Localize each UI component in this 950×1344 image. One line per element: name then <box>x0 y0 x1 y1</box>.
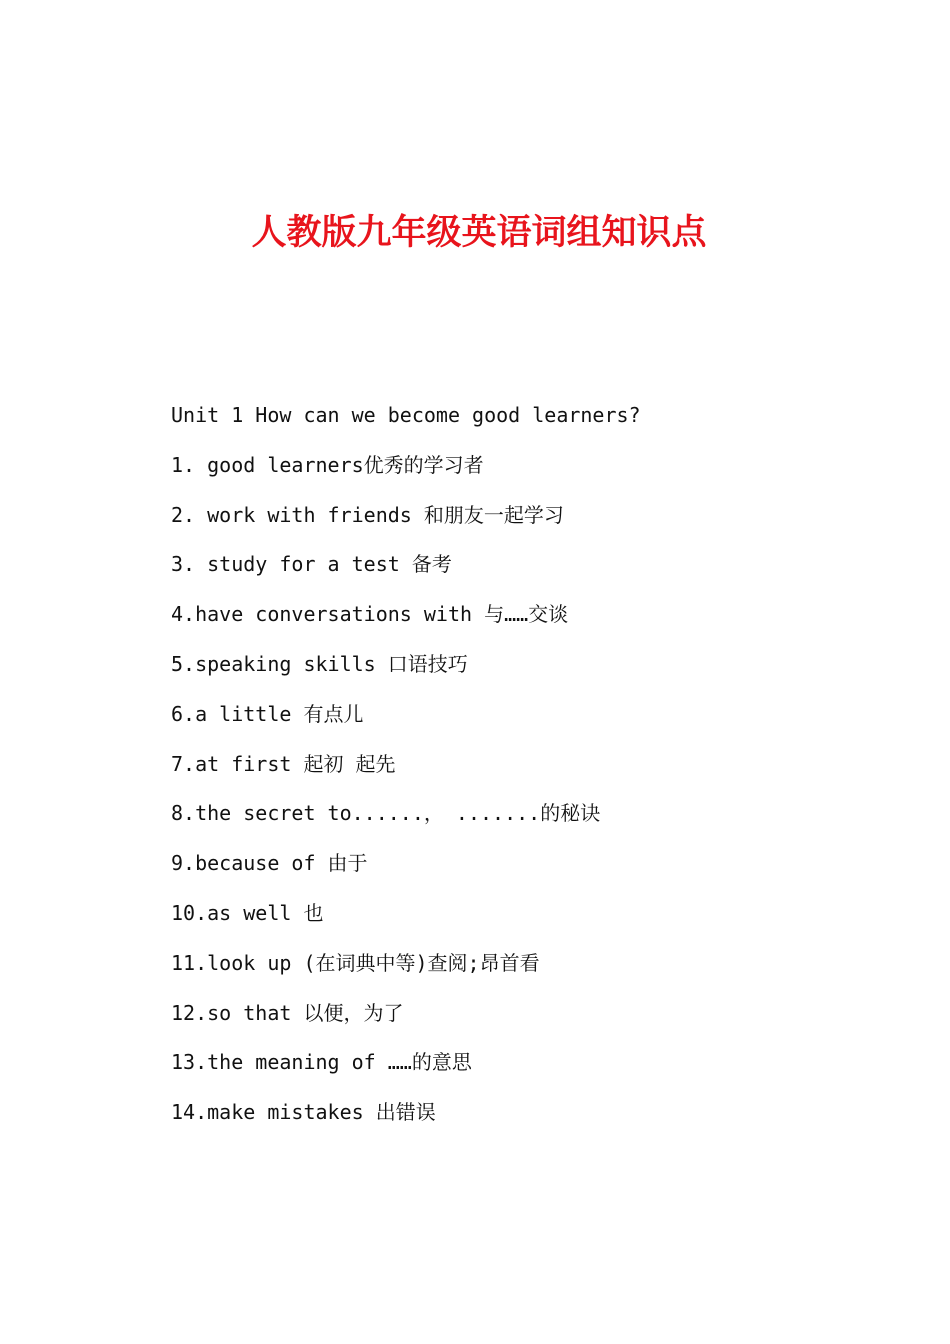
list-item: 2. work with friends 和朋友一起学习 <box>171 502 564 527</box>
list-item: 13.the meaning of ……的意思 <box>171 1050 472 1075</box>
list-item: 6.a little 有点儿 <box>171 701 364 726</box>
page-title: 人教版九年级英语词组知识点 <box>251 212 707 253</box>
list-item: 4.have conversations with 与……交谈 <box>171 602 569 627</box>
list-item: 7.at first 起初 起先 <box>171 751 396 776</box>
unit-heading: Unit 1 How can we become good learners? <box>171 403 641 427</box>
list-item: 10.as well 也 <box>171 900 324 925</box>
list-item: 5.speaking skills 口语技巧 <box>171 651 468 676</box>
list-item: 12.so that 以便，为了 <box>171 1000 404 1025</box>
list-item: 14.make mistakes 出错误 <box>171 1100 436 1125</box>
list-item: 9.because of 由于 <box>171 851 368 876</box>
phrase-list <box>171 392 911 1139</box>
list-item: 11.look up (在词典中等)查阅;昂首看 <box>171 950 540 975</box>
list-item: 3. study for a test 备考 <box>171 552 452 577</box>
list-item: 1. good learners优秀的学习者 <box>171 452 484 477</box>
list-item: 8.the secret to......， .......的秘诀 <box>171 801 601 826</box>
